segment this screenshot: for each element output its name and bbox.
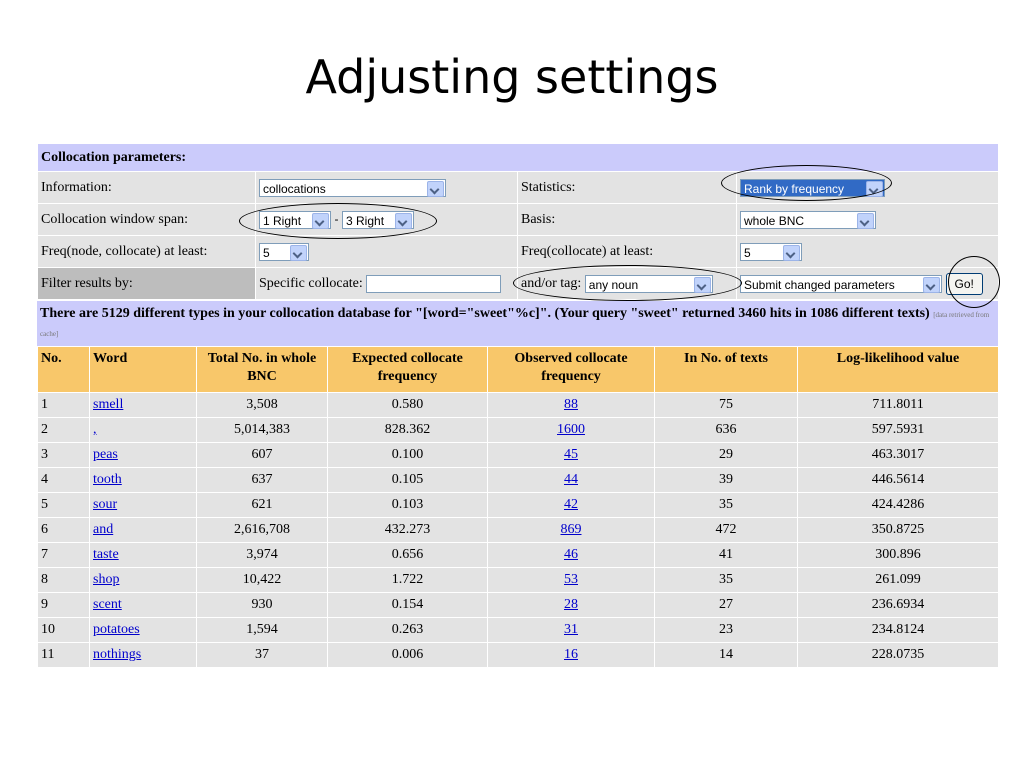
chevron-down-icon: [290, 245, 307, 261]
table-row: [38, 568, 999, 593]
rank-cell: 5: [38, 493, 90, 518]
observed-frequency-link[interactable]: 42: [564, 497, 578, 512]
slide-title: Adjusting settings: [305, 50, 719, 104]
expected-frequency-cell: 0.580: [328, 393, 488, 418]
column-header: Word: [90, 347, 197, 393]
rank-cell: 9: [38, 593, 90, 618]
observed-frequency-cell: [488, 643, 655, 668]
observed-frequency-link[interactable]: 1600: [557, 422, 585, 437]
table-row: [38, 493, 999, 518]
log-likelihood-cell: 446.5614: [798, 468, 999, 493]
word-link[interactable]: potatoes: [93, 622, 140, 637]
information-select[interactable]: collocations: [259, 179, 446, 197]
column-header: Log-likelihood value: [798, 347, 999, 393]
chevron-down-icon: [923, 277, 940, 293]
chevron-down-icon: [694, 277, 711, 293]
word-link[interactable]: smell: [93, 397, 124, 412]
window-span-label: Collocation window span:: [38, 204, 256, 236]
texts-count-cell: 472: [655, 518, 798, 543]
freq-collocate-label: Freq(collocate) at least:: [518, 236, 737, 268]
chevron-down-icon: [857, 213, 874, 229]
texts-count-cell: 27: [655, 593, 798, 618]
observed-frequency-cell: [488, 393, 655, 418]
word-link[interactable]: shop: [93, 572, 120, 587]
word-link[interactable]: ,: [93, 422, 97, 437]
word-link[interactable]: peas: [93, 447, 118, 462]
results-body: [38, 393, 999, 668]
collocation-parameters-header: Collocation parameters:: [38, 144, 999, 172]
texts-count-cell: 14: [655, 643, 798, 668]
statistics-label: Statistics:: [518, 172, 737, 204]
rank-cell: 2: [38, 418, 90, 443]
chevron-down-icon: [427, 181, 444, 197]
total-bnc-cell: 621: [197, 493, 328, 518]
log-likelihood-cell: 463.3017: [798, 443, 999, 468]
total-bnc-cell: 2,616,708: [197, 518, 328, 543]
collocation-summary-text: There are 5129 different types in your collocation database for "[word="sweet"%c]". (Your query "sweet" returned 3460 hits in 1086 different texts): [40, 306, 930, 321]
column-header: Observed collocate frequency: [488, 347, 655, 393]
rank-cell: 1: [38, 393, 90, 418]
column-header: No.: [38, 347, 90, 393]
specific-collocate-input[interactable]: [366, 275, 501, 293]
cqpweb-collocation-panel: [37, 143, 998, 668]
expected-frequency-cell: 432.273: [328, 518, 488, 543]
table-row: [38, 468, 999, 493]
chevron-down-icon: [312, 213, 329, 229]
window-span-separator: -: [334, 211, 339, 226]
tag-label: and/or tag:: [521, 275, 582, 291]
observed-frequency-link[interactable]: 46: [564, 547, 578, 562]
total-bnc-cell: 3,974: [197, 543, 328, 568]
collocation-results-table: [37, 346, 999, 668]
observed-frequency-link[interactable]: 16: [564, 647, 578, 662]
observed-frequency-cell: [488, 418, 655, 443]
freq-node-select[interactable]: 5: [259, 243, 309, 261]
observed-frequency-link[interactable]: 869: [560, 522, 582, 537]
submit-action-select[interactable]: Submit changed parameters: [740, 275, 942, 293]
rank-cell: 7: [38, 543, 90, 568]
expected-frequency-cell: 0.154: [328, 593, 488, 618]
table-row: [38, 518, 999, 543]
word-cell: [90, 468, 197, 493]
expected-frequency-cell: 0.656: [328, 543, 488, 568]
freq-node-label: Freq(node, collocate) at least:: [38, 236, 256, 268]
freq-collocate-select[interactable]: 5: [740, 243, 802, 261]
word-link[interactable]: and: [93, 522, 114, 537]
word-cell: [90, 618, 197, 643]
observed-frequency-cell: [488, 618, 655, 643]
word-cell: [90, 568, 197, 593]
expected-frequency-cell: 0.100: [328, 443, 488, 468]
word-link[interactable]: tooth: [93, 472, 122, 487]
texts-count-cell: 75: [655, 393, 798, 418]
expected-frequency-cell: 828.362: [328, 418, 488, 443]
column-header: Total No. in whole BNC: [197, 347, 328, 393]
observed-frequency-cell: [488, 443, 655, 468]
observed-frequency-cell: [488, 543, 655, 568]
basis-label: Basis:: [518, 204, 737, 236]
log-likelihood-cell: 234.8124: [798, 618, 999, 643]
collocation-parameters-table: [37, 143, 999, 300]
expected-frequency-cell: 0.103: [328, 493, 488, 518]
expected-frequency-cell: 0.105: [328, 468, 488, 493]
texts-count-cell: 29: [655, 443, 798, 468]
table-row: [38, 393, 999, 418]
expected-frequency-cell: 0.006: [328, 643, 488, 668]
log-likelihood-cell: 228.0735: [798, 643, 999, 668]
texts-count-cell: 23: [655, 618, 798, 643]
texts-count-cell: 41: [655, 543, 798, 568]
tag-select[interactable]: any noun: [585, 275, 713, 293]
table-row: [38, 418, 999, 443]
total-bnc-cell: 10,422: [197, 568, 328, 593]
collocation-summary: [37, 300, 998, 346]
observed-frequency-cell: [488, 493, 655, 518]
cache-note: [data retrieved from cache]: [40, 311, 990, 338]
total-bnc-cell: 1,594: [197, 618, 328, 643]
texts-count-cell: 39: [655, 468, 798, 493]
observed-frequency-cell: [488, 593, 655, 618]
log-likelihood-cell: 236.6934: [798, 593, 999, 618]
observed-frequency-cell: [488, 518, 655, 543]
rank-cell: 10: [38, 618, 90, 643]
chevron-down-icon: [866, 181, 883, 197]
column-header: In No. of texts: [655, 347, 798, 393]
rank-cell: 6: [38, 518, 90, 543]
table-row: [38, 618, 999, 643]
rank-cell: 11: [38, 643, 90, 668]
observed-frequency-link[interactable]: 28: [564, 597, 578, 612]
information-label: Information:: [38, 172, 256, 204]
expected-frequency-cell: 0.263: [328, 618, 488, 643]
total-bnc-cell: 637: [197, 468, 328, 493]
observed-frequency-cell: [488, 568, 655, 593]
table-row: [38, 593, 999, 618]
rank-cell: 3: [38, 443, 90, 468]
column-header: Expected collocate frequency: [328, 347, 488, 393]
go-button[interactable]: Go!: [946, 273, 983, 295]
observed-frequency-link[interactable]: 31: [564, 622, 578, 637]
observed-frequency-link[interactable]: 45: [564, 447, 578, 462]
filter-label: Filter results by:: [38, 268, 256, 300]
log-likelihood-cell: 711.8011: [798, 393, 999, 418]
word-cell: [90, 543, 197, 568]
rank-cell: 8: [38, 568, 90, 593]
word-cell: [90, 493, 197, 518]
rank-cell: 4: [38, 468, 90, 493]
observed-frequency-cell: [488, 468, 655, 493]
basis-select[interactable]: whole BNC: [740, 211, 876, 229]
observed-frequency-link[interactable]: 88: [564, 397, 578, 412]
expected-frequency-cell: 1.722: [328, 568, 488, 593]
word-link[interactable]: scent: [93, 597, 122, 612]
texts-count-cell: 636: [655, 418, 798, 443]
total-bnc-cell: 607: [197, 443, 328, 468]
texts-count-cell: 35: [655, 493, 798, 518]
table-row: [38, 543, 999, 568]
total-bnc-cell: 930: [197, 593, 328, 618]
word-cell: [90, 443, 197, 468]
texts-count-cell: 35: [655, 568, 798, 593]
specific-collocate-label: Specific collocate:: [259, 275, 363, 291]
table-row: [38, 643, 999, 668]
word-link[interactable]: sour: [93, 497, 118, 512]
word-link[interactable]: nothings: [93, 647, 142, 662]
results-header-row: [38, 347, 999, 393]
total-bnc-cell: 5,014,383: [197, 418, 328, 443]
word-cell: [90, 643, 197, 668]
word-link[interactable]: taste: [93, 547, 119, 562]
log-likelihood-cell: 300.896: [798, 543, 999, 568]
log-likelihood-cell: 261.099: [798, 568, 999, 593]
chevron-down-icon: [783, 245, 800, 261]
chevron-down-icon: [395, 213, 412, 229]
total-bnc-cell: 3,508: [197, 393, 328, 418]
observed-frequency-link[interactable]: 44: [564, 472, 578, 487]
word-cell: [90, 418, 197, 443]
table-row: [38, 443, 999, 468]
total-bnc-cell: 37: [197, 643, 328, 668]
log-likelihood-cell: 597.5931: [798, 418, 999, 443]
window-right-select[interactable]: 3 Right: [342, 211, 414, 229]
word-cell: [90, 518, 197, 543]
word-cell: [90, 393, 197, 418]
log-likelihood-cell: 350.8725: [798, 518, 999, 543]
log-likelihood-cell: 424.4286: [798, 493, 999, 518]
window-left-select[interactable]: 1 Right: [259, 211, 331, 229]
observed-frequency-link[interactable]: 53: [564, 572, 578, 587]
word-cell: [90, 593, 197, 618]
statistics-select[interactable]: Rank by frequency: [740, 179, 885, 197]
